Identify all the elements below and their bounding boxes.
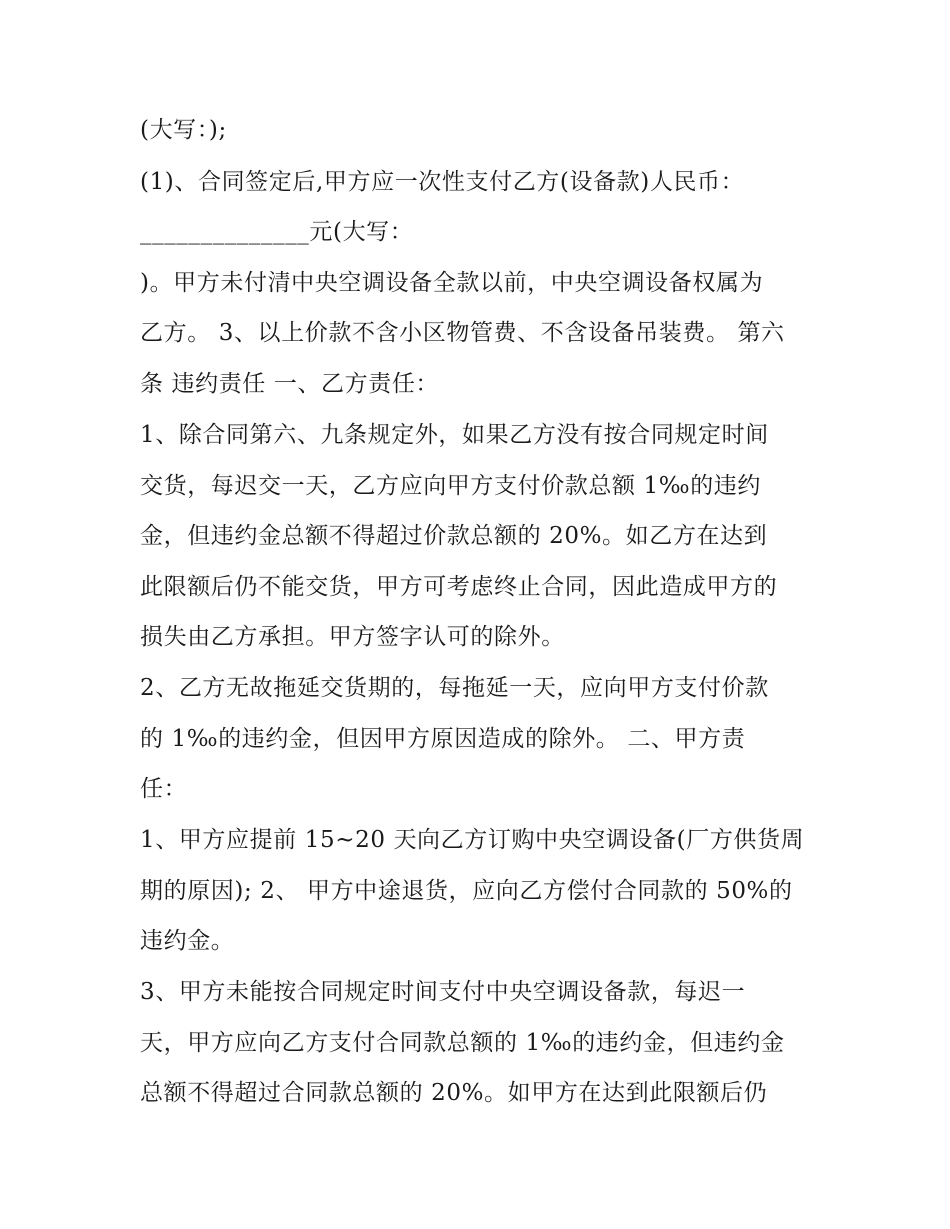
text-line: 1、除合同第六、九条规定外，如果乙方没有按合同规定时间 — [140, 422, 769, 448]
text-line: 任： — [140, 776, 188, 802]
text-line: 的 1‰的违约金，但因甲方原因造成的除外。 二、甲方责 — [140, 726, 746, 752]
text-line: )。甲方未付清中央空调设备全款以前，中央空调设备权属为 — [140, 270, 764, 296]
text-line: 1、甲方应提前 15~20 天向乙方订购中央空调设备(厂方供货周 — [140, 827, 805, 853]
text-line: 天，甲方应向乙方支付合同款总额的 1‰的违约金，但违约金 — [140, 1030, 785, 1056]
text-line: 期的原因); 2、 甲方中途退货，应向乙方偿付合同款的 50%的 — [140, 878, 793, 904]
text-line: 条 违约责任 一、乙方责任： — [140, 371, 440, 397]
text-line: 总额不得超过合同款总额的 20%。如甲方在达到此限额后仍 — [140, 1080, 768, 1106]
text-line: 金，但违约金总额不得超过价款总额的 20%。如乙方在达到 — [140, 523, 768, 549]
text-line: 违约金。 — [140, 928, 235, 954]
text-line: 乙方。 3、以上价款不含小区物管费、不含设备吊装费。 第六 — [140, 320, 785, 346]
text-line: 此限额后仍不能交货，甲方可考虑终止合同，因此造成甲方的 — [140, 574, 778, 600]
text-line: 3、甲方未能按合同规定时间支付中央空调设备款，每迟一 — [140, 979, 746, 1005]
text-line: ______________元(大写： — [140, 219, 414, 245]
text-line: 交货，每迟交一天，乙方应向甲方支付价款总额 1‰的违约 — [140, 473, 762, 499]
text-line: 2、乙方无故拖延交货期的，每拖延一天，应向甲方支付价款 — [140, 675, 769, 701]
text-line: (大写：); — [140, 117, 227, 143]
text-line: (1)、合同签定后,甲方应一次性支付乙方(设备款)人民币： — [140, 169, 745, 195]
text-line: 损失由乙方承担。甲方签字认可的除外。 — [140, 624, 565, 650]
